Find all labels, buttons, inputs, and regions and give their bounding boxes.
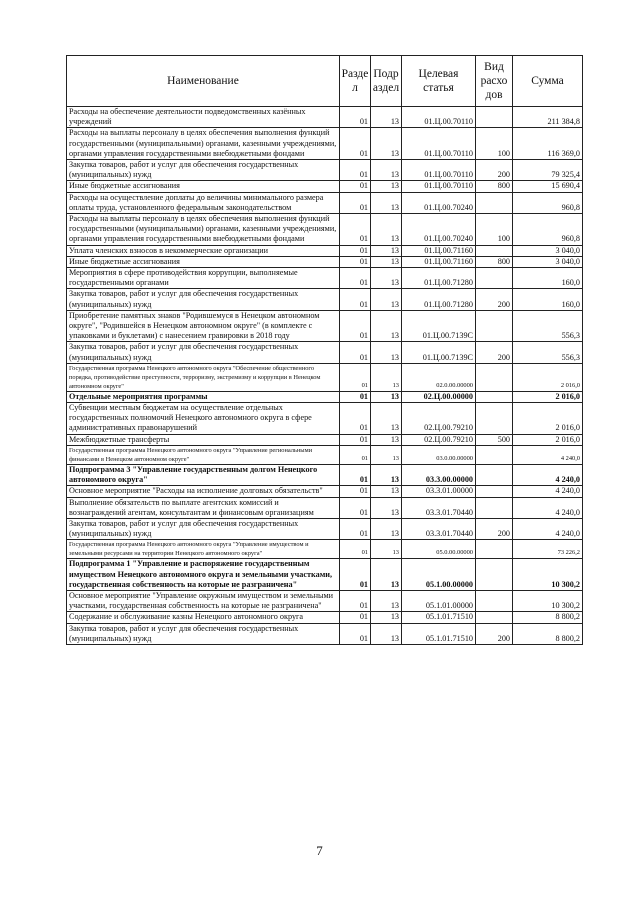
row-amount: 160,0	[513, 268, 583, 289]
row-name: Уплата членских взносов в некоммерческие организации	[67, 245, 340, 256]
row-name: Закупка товаров, работ и услуг для обеспечения государственных (муниципальных) нужд	[67, 160, 340, 181]
table-row	[67, 445, 583, 464]
row-expense-type	[476, 268, 513, 289]
row-section: 01	[340, 268, 371, 289]
row-subsection: 13	[371, 445, 402, 464]
table-row	[67, 342, 583, 363]
row-section: 01	[340, 363, 371, 391]
row-amount: 4 240,0	[513, 518, 583, 539]
column-header-target: Целевая статья	[402, 56, 476, 107]
column-header-section: Разде л	[340, 56, 371, 107]
column-header-subsection: Подр аздел	[371, 56, 402, 107]
row-name: Основное мероприятие "Расходы на исполнение долговых обязательств"	[67, 486, 340, 497]
row-section: 01	[340, 181, 371, 192]
row-subsection: 13	[371, 391, 402, 402]
row-subsection: 13	[371, 181, 402, 192]
row-expense-type	[476, 310, 513, 342]
row-expense-type	[476, 590, 513, 611]
row-section: 01	[340, 623, 371, 644]
row-subsection: 13	[371, 559, 402, 591]
row-amount: 4 240,0	[513, 497, 583, 518]
row-target: 01.Ц.00.71160	[402, 245, 476, 256]
row-amount: 15 690,4	[513, 181, 583, 192]
row-name: Субвенции местным бюджетам на осуществление отдельных государственных полномочий Ненецкого автономного округа в сфере административных правонарушений	[67, 403, 340, 435]
row-expense-type: 200	[476, 623, 513, 644]
row-target: 01.Ц.00.71280	[402, 289, 476, 310]
table-row	[67, 590, 583, 611]
row-subsection: 13	[371, 268, 402, 289]
table-row	[67, 160, 583, 181]
row-expense-type: 500	[476, 434, 513, 445]
row-expense-type	[476, 192, 513, 213]
table-row	[67, 623, 583, 644]
row-section: 01	[340, 160, 371, 181]
row-name: Закупка товаров, работ и услуг для обеспечения государственных (муниципальных) нужд	[67, 289, 340, 310]
row-section: 01	[340, 612, 371, 623]
table-row	[67, 486, 583, 497]
row-section: 01	[340, 434, 371, 445]
table-row	[67, 256, 583, 267]
row-section: 01	[340, 497, 371, 518]
row-amount: 4 240,0	[513, 445, 583, 464]
table-row	[67, 612, 583, 623]
table-row	[67, 268, 583, 289]
row-target: 01.Ц.00.70110	[402, 160, 476, 181]
table-row	[67, 310, 583, 342]
row-name: Расходы на осуществление доплаты до величины минимального размера оплаты труда, установленного федеральным законодательством	[67, 192, 340, 213]
table-header-row	[67, 56, 583, 107]
row-amount: 73 226,2	[513, 540, 583, 559]
row-expense-type: 800	[476, 256, 513, 267]
table-row	[67, 289, 583, 310]
row-amount: 211 384,8	[513, 107, 583, 128]
row-expense-type	[476, 612, 513, 623]
row-section: 01	[340, 391, 371, 402]
row-subsection: 13	[371, 289, 402, 310]
row-section: 01	[340, 403, 371, 435]
row-expense-type: 200	[476, 518, 513, 539]
row-amount: 4 240,0	[513, 464, 583, 485]
row-name: Иные бюджетные ассигнования	[67, 256, 340, 267]
row-name: Подпрограмма 3 "Управление государственным долгом Ненецкого автономного округа"	[67, 464, 340, 485]
row-amount: 160,0	[513, 289, 583, 310]
row-target: 01.Ц.00.70110	[402, 181, 476, 192]
row-amount: 960,8	[513, 192, 583, 213]
row-target: 05.1.01.71510	[402, 623, 476, 644]
row-section: 01	[340, 445, 371, 464]
row-target: 03.3.01.70440	[402, 497, 476, 518]
row-amount: 2 016,0	[513, 403, 583, 435]
row-amount: 556,3	[513, 310, 583, 342]
row-expense-type	[476, 363, 513, 391]
row-subsection: 13	[371, 434, 402, 445]
row-name: Подпрограмма 1 "Управление и распоряжение государственным имуществом Ненецкого автономного округа и земельными участками, государственная собственность на которые не разграничена"	[67, 559, 340, 591]
row-name: Иные бюджетные ассигнования	[67, 181, 340, 192]
row-expense-type	[476, 245, 513, 256]
row-section: 01	[340, 192, 371, 213]
row-target: 01.Ц.00.7139С	[402, 310, 476, 342]
row-expense-type: 200	[476, 160, 513, 181]
row-amount: 4 240,0	[513, 486, 583, 497]
row-section: 01	[340, 518, 371, 539]
row-amount: 10 300,2	[513, 559, 583, 591]
row-expense-type: 100	[476, 214, 513, 246]
page-number: 7	[316, 843, 323, 858]
row-amount: 3 040,0	[513, 256, 583, 267]
row-name: Государственная программа Ненецкого автономного округа "Обеспечение общественного порядка, противодействие преступности, терроризму, экстремизму и коррупции в Ненецком автономном округе"	[67, 363, 340, 391]
row-target: 03.3.01.70440	[402, 518, 476, 539]
row-expense-type	[476, 464, 513, 485]
table-row	[67, 128, 583, 160]
row-amount: 8 800,2	[513, 612, 583, 623]
row-target: 01.Ц.00.70240	[402, 214, 476, 246]
row-target: 01.Ц.00.70110	[402, 107, 476, 128]
table-body	[67, 107, 583, 645]
row-target: 02.Ц.00.00000	[402, 391, 476, 402]
row-expense-type	[476, 497, 513, 518]
table-row	[67, 464, 583, 485]
row-section: 01	[340, 342, 371, 363]
row-subsection: 13	[371, 192, 402, 213]
row-amount: 3 040,0	[513, 245, 583, 256]
row-subsection: 13	[371, 486, 402, 497]
column-header-expense-type: Вид расхо дов	[476, 56, 513, 107]
row-name: Выполнение обязательств по выплате агентских комиссий и вознаграждений агентам, консультантам и финансовым организациям	[67, 497, 340, 518]
row-amount: 556,3	[513, 342, 583, 363]
row-subsection: 13	[371, 245, 402, 256]
row-subsection: 13	[371, 214, 402, 246]
row-expense-type: 200	[476, 342, 513, 363]
row-name: Основное мероприятие "Управление окружным имуществом и земельными участками, государственная собственность на которые не разграничена"	[67, 590, 340, 611]
table-row	[67, 559, 583, 591]
row-subsection: 13	[371, 363, 402, 391]
row-target: 01.Ц.00.70240	[402, 192, 476, 213]
row-expense-type: 200	[476, 289, 513, 310]
row-section: 01	[340, 464, 371, 485]
row-name: Межбюджетные трансферты	[67, 434, 340, 445]
row-subsection: 13	[371, 612, 402, 623]
row-target: 01.Ц.00.70110	[402, 128, 476, 160]
table-row	[67, 363, 583, 391]
table-row	[67, 214, 583, 246]
row-amount: 8 800,2	[513, 623, 583, 644]
table-row	[67, 192, 583, 213]
table-row	[67, 245, 583, 256]
row-expense-type	[476, 540, 513, 559]
row-subsection: 13	[371, 342, 402, 363]
row-target: 03.3.01.00000	[402, 486, 476, 497]
table-row	[67, 518, 583, 539]
table-row	[67, 403, 583, 435]
table-row	[67, 434, 583, 445]
row-target: 02.0.00.00000	[402, 363, 476, 391]
row-subsection: 13	[371, 590, 402, 611]
row-expense-type	[476, 391, 513, 402]
row-target: 03.3.00.00000	[402, 464, 476, 485]
row-name: Расходы на обеспечение деятельности подведомственных казённых учреждений	[67, 107, 340, 128]
row-name: Мероприятия в сфере противодействия коррупции, выполняемые государственными органами	[67, 268, 340, 289]
table-row	[67, 391, 583, 402]
row-target: 05.0.00.00000	[402, 540, 476, 559]
row-section: 01	[340, 590, 371, 611]
table-row	[67, 107, 583, 128]
row-amount: 2 016,0	[513, 434, 583, 445]
row-amount: 2 016,0	[513, 391, 583, 402]
row-target: 02.Ц.00.79210	[402, 403, 476, 435]
row-amount: 960,8	[513, 214, 583, 246]
budget-table	[66, 55, 583, 645]
row-subsection: 13	[371, 497, 402, 518]
row-section: 01	[340, 128, 371, 160]
row-section: 01	[340, 486, 371, 497]
row-expense-type: 800	[476, 181, 513, 192]
row-section: 01	[340, 214, 371, 246]
row-expense-type	[476, 486, 513, 497]
row-name: Расходы на выплаты персоналу в целях обеспечения выполнения функций государственными (муниципальными) органами, казенными учреждениями, органами управления государственными внебюджетными фондами	[67, 128, 340, 160]
row-name: Закупка товаров, работ и услуг для обеспечения государственных (муниципальных) нужд	[67, 342, 340, 363]
row-name: Приобретение памятных знаков "Родившемуся в Ненецком автономном округе", "Родившейся в Ненецком автономном округе" (в комплекте с упаковками и буклетами) с нанесением гравировки в 2018 году	[67, 310, 340, 342]
row-subsection: 13	[371, 128, 402, 160]
row-name: Закупка товаров, работ и услуг для обеспечения государственных (муниципальных) нужд	[67, 518, 340, 539]
row-subsection: 13	[371, 623, 402, 644]
row-expense-type: 100	[476, 128, 513, 160]
row-name: Закупка товаров, работ и услуг для обеспечения государственных (муниципальных) нужд	[67, 623, 340, 644]
row-amount: 79 325,4	[513, 160, 583, 181]
table-row	[67, 181, 583, 192]
row-amount: 116 369,0	[513, 128, 583, 160]
row-expense-type	[476, 559, 513, 591]
row-subsection: 13	[371, 518, 402, 539]
row-section: 01	[340, 559, 371, 591]
row-section: 01	[340, 107, 371, 128]
row-target: 05.1.01.00000	[402, 590, 476, 611]
row-section: 01	[340, 540, 371, 559]
row-subsection: 13	[371, 540, 402, 559]
row-target: 05.1.01.71510	[402, 612, 476, 623]
row-target: 01.Ц.00.7139С	[402, 342, 476, 363]
table-row	[67, 540, 583, 559]
row-section: 01	[340, 310, 371, 342]
column-header-amount: Сумма	[513, 56, 583, 107]
table-row	[67, 497, 583, 518]
row-section: 01	[340, 289, 371, 310]
row-subsection: 13	[371, 464, 402, 485]
row-section: 01	[340, 245, 371, 256]
row-amount: 2 016,0	[513, 363, 583, 391]
row-subsection: 13	[371, 403, 402, 435]
row-target: 01.Ц.00.71160	[402, 256, 476, 267]
row-subsection: 13	[371, 310, 402, 342]
row-name: Расходы на выплаты персоналу в целях обеспечения выполнения функций государственными (муниципальными) органами, казенными учреждениями, органами управления государственными внебюджетными фондами	[67, 214, 340, 246]
row-expense-type	[476, 403, 513, 435]
row-subsection: 13	[371, 160, 402, 181]
row-subsection: 13	[371, 256, 402, 267]
row-name: Отдельные мероприятия программы	[67, 391, 340, 402]
row-name: Государственная программа Ненецкого автономного округа "Управление имуществом и земельными ресурсами на территории Ненецкого автономного округа"	[67, 540, 340, 559]
row-name: Государственная программа Ненецкого автономного округа "Управление региональными финансами в Ненецком автономном округе"	[67, 445, 340, 464]
row-expense-type	[476, 445, 513, 464]
row-expense-type	[476, 107, 513, 128]
row-section: 01	[340, 256, 371, 267]
row-name: Содержание и обслуживание казны Ненецкого автономного округа	[67, 612, 340, 623]
row-amount: 10 300,2	[513, 590, 583, 611]
column-header-name: Наименование	[67, 56, 340, 107]
row-target: 05.1.00.00000	[402, 559, 476, 591]
row-target: 02.Ц.00.79210	[402, 434, 476, 445]
row-target: 03.0.00.00000	[402, 445, 476, 464]
row-target: 01.Ц.00.71280	[402, 268, 476, 289]
row-subsection: 13	[371, 107, 402, 128]
